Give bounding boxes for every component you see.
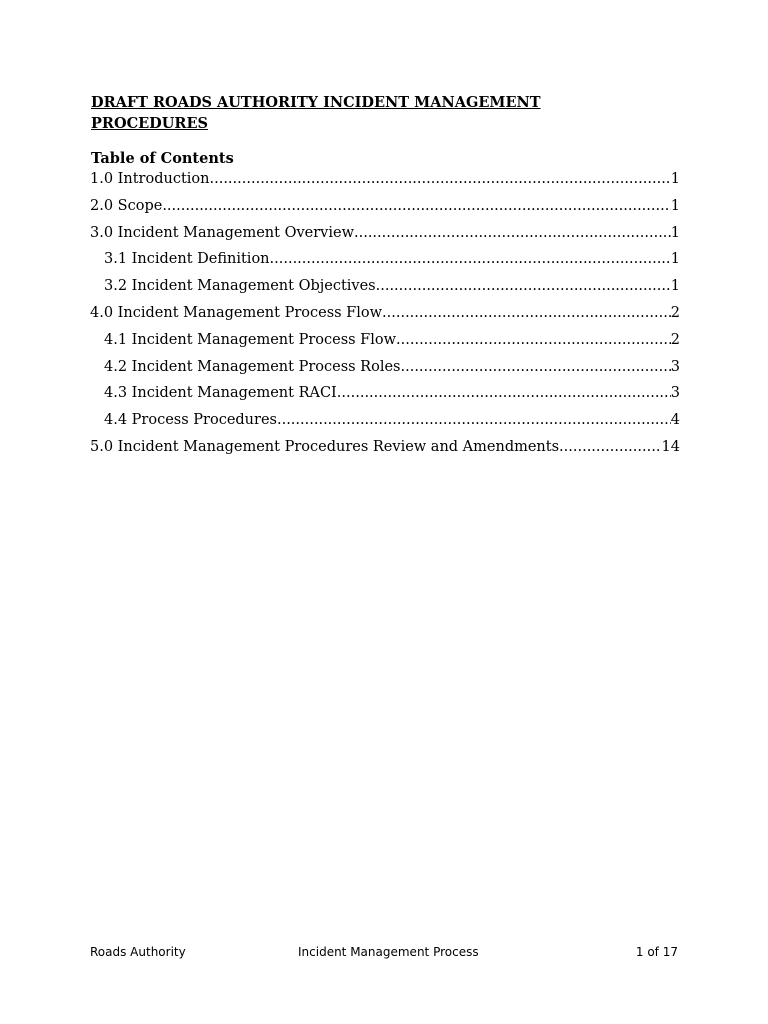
toc-entry-label: 3.0 Incident Management Overview xyxy=(90,224,354,241)
toc-dot-leader xyxy=(382,303,671,323)
toc-entry-scope[interactable] xyxy=(90,196,680,223)
toc-entry-process-procedures[interactable] xyxy=(90,410,680,437)
toc-entry-label: 4.2 Incident Management Process Roles xyxy=(104,358,401,375)
toc-dot-leader xyxy=(376,276,671,296)
toc-dot-leader xyxy=(354,223,671,243)
toc-entry-process-flow-sub[interactable] xyxy=(90,330,680,357)
toc-entry-objectives[interactable] xyxy=(90,276,680,303)
toc-entry-label: 4.4 Process Procedures xyxy=(104,412,277,429)
toc-entry-page: 1 xyxy=(670,251,680,268)
toc-dot-leader xyxy=(401,357,671,377)
toc-entry-page: 1 xyxy=(670,224,680,241)
toc-dot-leader xyxy=(337,383,671,403)
toc-dot-leader xyxy=(162,196,670,216)
toc-dot-leader xyxy=(270,249,671,269)
toc-entry-label: 4.1 Incident Management Process Flow xyxy=(104,331,397,348)
footer-organization: Roads Authority xyxy=(90,945,186,959)
toc-entry-label: 3.1 Incident Definition xyxy=(104,251,270,268)
toc-heading: Table of Contents xyxy=(91,150,234,167)
footer-page-number: 1 of 17 xyxy=(635,945,678,959)
page-footer xyxy=(90,943,678,961)
toc-entry-label: 5.0 Incident Management Procedures Review and Amendments xyxy=(90,438,560,455)
toc-entry-label: 4.0 Incident Management Process Flow xyxy=(90,304,383,321)
toc-dot-leader xyxy=(277,410,671,430)
toc-entry-process-roles[interactable] xyxy=(90,357,680,384)
toc-entry-label: 2.0 Scope xyxy=(90,197,163,214)
toc-entry-page: 2 xyxy=(670,331,680,348)
toc-entry-page: 1 xyxy=(670,197,680,214)
toc-entry-incident-definition[interactable] xyxy=(90,249,680,276)
toc-entry-page: 3 xyxy=(670,385,680,402)
footer-document-name: Incident Management Process xyxy=(298,945,479,959)
document-title: DRAFT ROADS AUTHORITY INCIDENT MANAGEMENT PROCEDURES xyxy=(91,94,541,132)
toc-entry-overview[interactable] xyxy=(90,223,680,250)
toc-dot-leader xyxy=(559,437,662,457)
toc-entry-introduction[interactable] xyxy=(90,169,680,196)
toc-entry-label: 4.3 Incident Management RACI xyxy=(104,385,337,402)
toc-entry-page: 3 xyxy=(670,358,680,375)
table-of-contents xyxy=(90,169,680,464)
toc-entry-page: 1 xyxy=(670,278,680,295)
toc-entry-review-amendments[interactable] xyxy=(90,437,680,464)
toc-dot-leader xyxy=(210,169,671,189)
toc-entry-page: 4 xyxy=(670,412,680,429)
toc-entry-label: 1.0 Introduction xyxy=(90,171,210,187)
toc-entry-raci[interactable] xyxy=(90,383,680,410)
toc-dot-leader xyxy=(396,330,671,350)
toc-entry-page: 14 xyxy=(661,438,680,455)
toc-entry-page: 2 xyxy=(670,304,680,321)
toc-entry-process-flow[interactable] xyxy=(90,303,680,330)
toc-entry-page: 1 xyxy=(670,171,680,187)
toc-entry-label: 3.2 Incident Management Objectives xyxy=(104,278,376,295)
